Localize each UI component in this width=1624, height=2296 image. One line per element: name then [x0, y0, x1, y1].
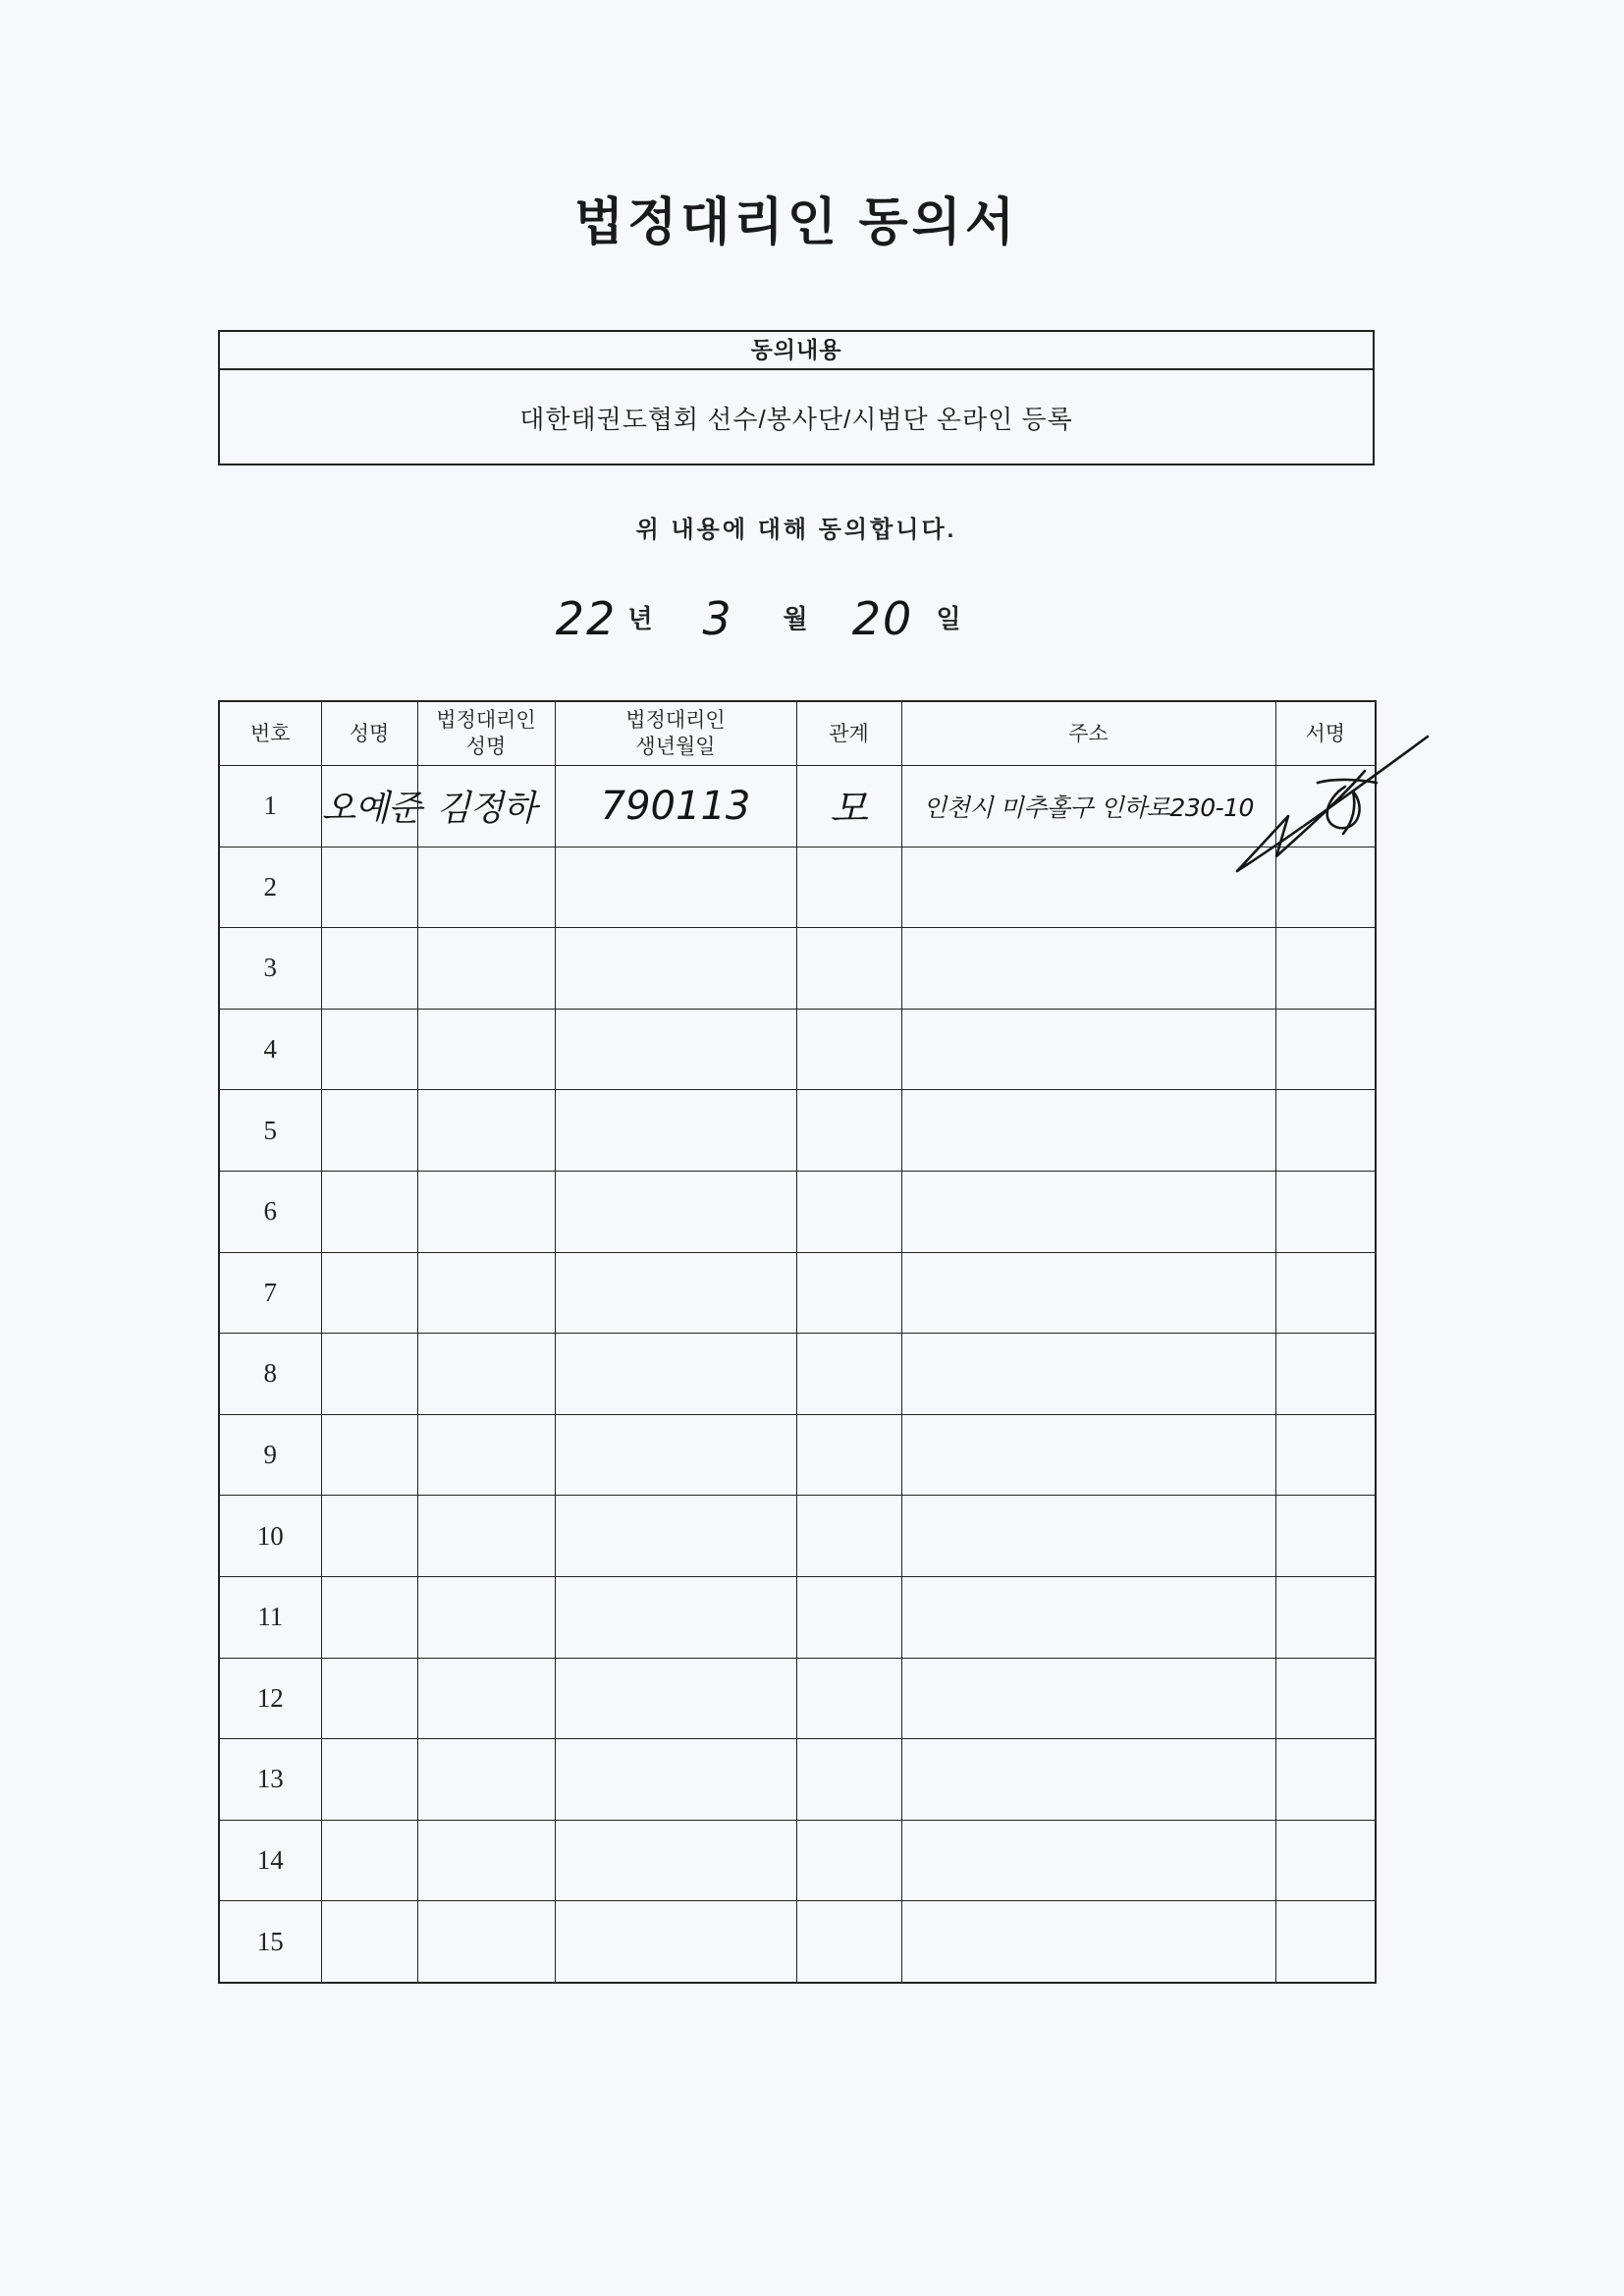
signature-cell — [1275, 1496, 1376, 1577]
guardian-birthdate-cell — [555, 1739, 796, 1821]
address-cell — [901, 1334, 1275, 1415]
name-cell — [321, 1171, 417, 1252]
name-cell — [321, 1658, 417, 1739]
address-cell: 인천시 미추홀구 인하로230-10 — [901, 766, 1275, 847]
table-row — [219, 1171, 1376, 1252]
name-cell — [321, 1496, 417, 1577]
table-row — [219, 1901, 1376, 1983]
relationship-cell — [796, 1820, 901, 1901]
date-day: 20 — [851, 592, 914, 645]
date-day-unit: 일 — [936, 604, 961, 633]
relationship-cell — [796, 1414, 901, 1496]
row-number: 1 — [219, 766, 321, 847]
signature-cell — [1275, 1252, 1376, 1334]
address-cell — [901, 1901, 1275, 1983]
guardian-birthdate-cell — [555, 1820, 796, 1901]
table-row — [219, 1496, 1376, 1577]
name-cell — [321, 1414, 417, 1496]
address-cell — [901, 1090, 1275, 1172]
header-signature — [1275, 701, 1376, 766]
agreement-statement: 위 내용에 대해 동의합니다. — [635, 517, 957, 543]
guardian-name-cell — [417, 1658, 555, 1739]
signature-cell — [1275, 1334, 1376, 1415]
table-row — [219, 1739, 1376, 1821]
signature-cell — [1275, 1901, 1376, 1983]
guardian-name-cell — [417, 1171, 555, 1252]
table-row — [219, 1334, 1376, 1415]
row-number: 6 — [219, 1171, 321, 1252]
relationship-cell: 모 — [796, 766, 901, 847]
relationship-cell — [796, 1252, 901, 1334]
header-guardian-name-line2: 성명 — [465, 736, 507, 758]
signature-cell — [1275, 847, 1376, 928]
row-number: 13 — [219, 1739, 321, 1821]
row-number: 5 — [219, 1090, 321, 1172]
guardian-birthdate-cell — [555, 1414, 796, 1496]
guardian-birthdate-cell — [555, 1658, 796, 1739]
signature-cell — [1275, 1820, 1376, 1901]
guardian-name-cell — [417, 1252, 555, 1334]
guardian-birthdate-cell — [555, 1171, 796, 1252]
guardian-birthdate-cell: 790113 — [555, 766, 796, 847]
guardian-name-cell — [417, 1820, 555, 1901]
row-number: 9 — [219, 1414, 321, 1496]
row-number: 4 — [219, 1009, 321, 1090]
row-number: 14 — [219, 1820, 321, 1901]
name-cell — [321, 1739, 417, 1821]
name-cell — [321, 928, 417, 1010]
table-row — [219, 1009, 1376, 1090]
header-address — [901, 701, 1275, 766]
guardian-name-cell — [417, 1009, 555, 1090]
name-cell — [321, 1576, 417, 1658]
row-number: 10 — [219, 1496, 321, 1577]
page-title: 법정대리인 동의서 — [573, 194, 1019, 251]
address-cell — [901, 1820, 1275, 1901]
table-header-row — [219, 701, 1376, 766]
signature-cell — [1275, 1171, 1376, 1252]
name-cell — [321, 1820, 417, 1901]
header-guardian-birthdate — [555, 701, 796, 766]
relationship-cell — [796, 847, 901, 928]
row-number: 2 — [219, 847, 321, 928]
address-cell — [901, 1658, 1275, 1739]
header-signature-label: 서명 — [1305, 722, 1346, 745]
table-row — [219, 1414, 1376, 1496]
guardian-name-cell — [417, 928, 555, 1010]
header-guardian-birthdate-line2: 생년월일 — [635, 736, 716, 758]
guardian-table — [218, 700, 1377, 1984]
address-cell — [901, 1576, 1275, 1658]
consent-description: 대한태권도협회 선수/봉사단/시범단 온라인 등록 — [519, 405, 1073, 434]
guardian-name-cell — [417, 1496, 555, 1577]
table-row — [219, 766, 1376, 847]
guardian-birthdate-cell — [555, 847, 796, 928]
date-line — [0, 587, 1624, 650]
header-guardian-birthdate-line1: 법정대리인 — [625, 709, 726, 732]
guardian-name-cell — [417, 1739, 555, 1821]
date-year: 22 — [555, 592, 618, 645]
name-cell — [321, 1334, 417, 1415]
guardian-name-cell — [417, 1901, 555, 1983]
table-row — [219, 1820, 1376, 1901]
address-cell — [901, 1009, 1275, 1090]
guardian-birthdate-cell — [555, 1334, 796, 1415]
guardian-birthdate-cell — [555, 1252, 796, 1334]
guardian-name-cell — [417, 1576, 555, 1658]
header-name — [321, 701, 417, 766]
address-cell — [901, 1171, 1275, 1252]
relationship-cell — [796, 1009, 901, 1090]
signature-cell — [1275, 1009, 1376, 1090]
row-number: 3 — [219, 928, 321, 1010]
name-cell — [321, 1009, 417, 1090]
address-cell — [901, 1739, 1275, 1821]
relationship-cell — [796, 1576, 901, 1658]
row-number: 8 — [219, 1334, 321, 1415]
name-cell — [321, 1090, 417, 1172]
address-cell — [901, 1414, 1275, 1496]
guardian-birthdate-cell — [555, 928, 796, 1010]
signature-cell — [1275, 1739, 1376, 1821]
relationship-cell — [796, 928, 901, 1010]
guardian-birthdate-cell — [555, 1090, 796, 1172]
signature-cell — [1275, 1090, 1376, 1172]
relationship-cell — [796, 1658, 901, 1739]
header-name-label: 성명 — [349, 722, 390, 745]
date-month-unit: 월 — [783, 604, 808, 633]
table-row — [219, 847, 1376, 928]
header-number — [219, 701, 321, 766]
address-cell — [901, 1252, 1275, 1334]
guardian-birthdate-cell — [555, 1496, 796, 1577]
relationship-cell — [796, 1334, 901, 1415]
consent-box-content — [220, 370, 1373, 465]
date-year-unit: 년 — [627, 604, 653, 633]
guardian-birthdate-cell — [555, 1901, 796, 1983]
name-cell: 오예준 — [321, 766, 417, 847]
name-cell — [321, 1901, 417, 1983]
table-row — [219, 1090, 1376, 1172]
relationship-cell — [796, 1171, 901, 1252]
date-month: 3 — [702, 592, 733, 645]
consent-box-header: 동의내용 — [220, 332, 1373, 370]
header-relationship — [796, 701, 901, 766]
header-number-label: 번호 — [249, 722, 291, 745]
guardian-name-cell — [417, 1090, 555, 1172]
table-row — [219, 1252, 1376, 1334]
relationship-cell — [796, 1496, 901, 1577]
name-cell — [321, 847, 417, 928]
signature-cell — [1275, 1658, 1376, 1739]
relationship-cell — [796, 1739, 901, 1821]
name-cell — [321, 1252, 417, 1334]
guardian-name-cell: 김정하 — [417, 766, 555, 847]
row-number: 12 — [219, 1658, 321, 1739]
row-number: 11 — [219, 1576, 321, 1658]
signature-cell — [1275, 1414, 1376, 1496]
header-address-label: 주소 — [1068, 722, 1109, 745]
address-cell — [901, 1496, 1275, 1577]
guardian-name-cell — [417, 1414, 555, 1496]
signature-cell — [1275, 1576, 1376, 1658]
signature-cell — [1275, 928, 1376, 1010]
row-number: 7 — [219, 1252, 321, 1334]
consent-content-box — [218, 330, 1375, 465]
guardian-birthdate-cell — [555, 1009, 796, 1090]
guardian-name-cell — [417, 847, 555, 928]
table-row — [219, 1658, 1376, 1739]
relationship-cell — [796, 1090, 901, 1172]
table-row — [219, 1576, 1376, 1658]
signature-cell — [1275, 766, 1376, 847]
guardian-name-cell — [417, 1334, 555, 1415]
table-row — [219, 928, 1376, 1010]
address-cell — [901, 928, 1275, 1010]
header-guardian-name-line1: 법정대리인 — [436, 709, 536, 732]
row-number: 15 — [219, 1901, 321, 1983]
guardian-birthdate-cell — [555, 1576, 796, 1658]
header-relationship-label: 관계 — [829, 722, 869, 745]
relationship-cell — [796, 1901, 901, 1983]
address-cell — [901, 847, 1275, 928]
header-guardian-name — [417, 701, 555, 766]
